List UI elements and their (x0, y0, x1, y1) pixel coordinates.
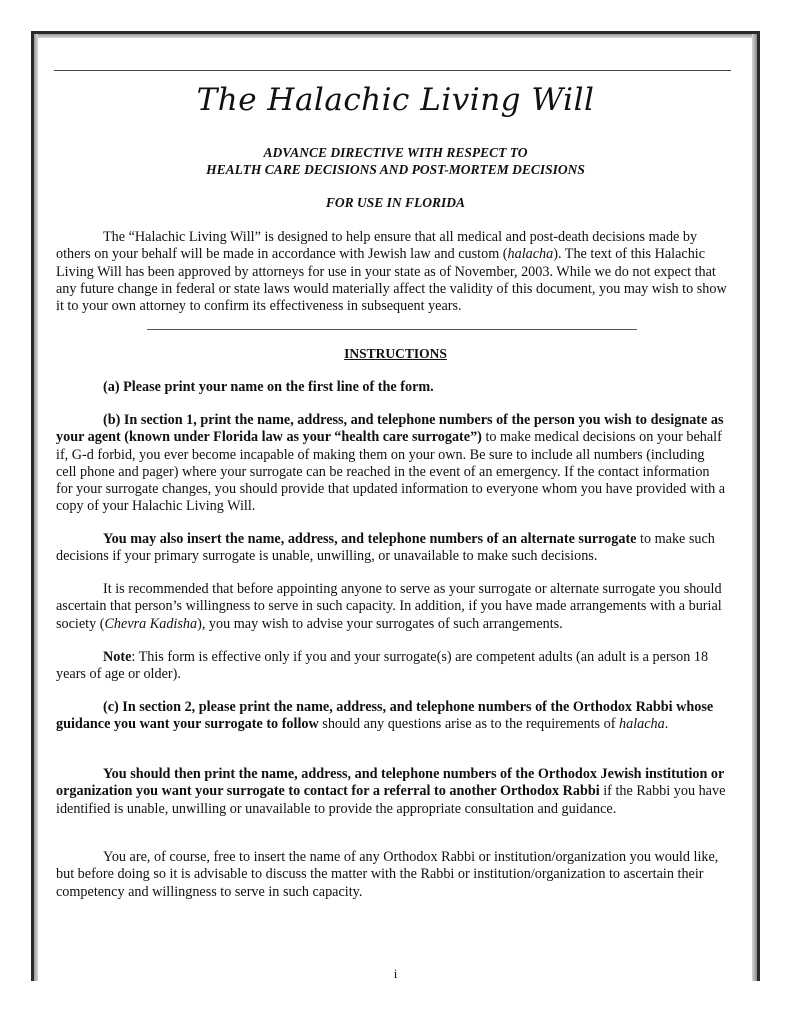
recommendation-term-chevra-kadisha: Chevra Kadisha (104, 615, 198, 632)
intro-paragraph (56, 229, 728, 315)
instruction-c-term-halacha: halacha (619, 716, 665, 733)
alternate-surrogate-paragraph (56, 531, 728, 566)
page-number: i (393, 966, 398, 981)
instruction-c (56, 699, 728, 734)
institution-bold: You should then print the name, address, and telephone numbers of the Orthodox Jewish institution or organization you want your surrogate to contact for a referral to another Orthodox Rabbi (56, 766, 725, 800)
instructions-heading-text: INSTRUCTIONS (344, 346, 447, 361)
instruction-c-end: . (664, 716, 669, 733)
note-text: : This form is effective only if you and your surrogate(s) are competent adults (an adult is a person 18 years of age or older). (56, 649, 709, 683)
institution-paragraph (56, 766, 728, 818)
subtitle-line-1: ADVANCE DIRECTIVE WITH RESPECT TO (263, 145, 528, 160)
state-label: FOR USE IN FLORIDA (325, 195, 466, 210)
instruction-a-text: (a) Please print your name on the first line of the form. (103, 379, 434, 395)
intro-text-2: ). The text of this Halachic Living Will has been approved by attorneys for use in your state as of November, 2003. While we do not expect that any future change in federal or state laws would materially affect the validity of this document, you may wish to show it to your own attorney to confirm its effectiveness in subsequent years. (56, 246, 727, 315)
recommendation-text-2: ), you may wish to advise your surrogates of such arrangements. (197, 615, 563, 632)
document-subtitle (0, 144, 791, 178)
page-border-top-shade (34, 34, 755, 38)
free-choice-paragraph (56, 849, 728, 901)
top-rule (54, 70, 731, 71)
note-paragraph (56, 649, 728, 684)
intro-text-1: The “Halachic Living Will” is designed to help ensure that all medical and post-death decisions made by others on your behalf will be made in accordance with Jewish law and custom ( (56, 229, 698, 263)
note-label: Note (103, 649, 132, 665)
free-choice-text: You are, of course, free to insert the name of any Orthodox Rabbi or institution/organization you would like, but before doing so it is advisable to discuss the matter with the Rabbi or institution/organization to ascertain their competency and willingness to serve in such capacity. (56, 849, 719, 900)
subtitle-line-2: HEALTH CARE DECISIONS AND POST-MORTEM DECISIONS (206, 162, 585, 177)
instruction-b-text: to make medical decisions on your behalf if, G-d forbid, you ever become incapable of making them on your own. Be sure to include all numbers (including cell phone and pager) where your surrogate can be reached in the event of an emergency. If the contact information for your surrogate changes, you should provide that updated information to everyone whom you have provided with a copy of your Halachic Living Will. (56, 429, 726, 515)
instruction-c-text: should any questions arise as to the requirements of (318, 716, 619, 733)
instructions-heading (0, 346, 791, 362)
document-title: The Halachic Living Will (196, 82, 595, 118)
recommendation-text-1: It is recommended that before appointing anyone to serve as your surrogate or alternate surrogate you should ascertain that person’s willingness to serve in such capacity. In addition, if you have made arrangements with a burial society ( (56, 581, 722, 632)
intro-term-halacha: halacha (507, 246, 554, 263)
alternate-surrogate-text: to make such decisions if your primary surrogate is unable, unwilling, or unavailable to make such decisions. (56, 531, 715, 565)
instruction-b (56, 412, 728, 516)
alternate-surrogate-bold: You may also insert the name, address, and telephone numbers of an alternate surrogate (103, 531, 637, 547)
instruction-a (56, 379, 728, 396)
instruction-b-bold: (b) In section 1, print the name, address, and telephone numbers of the person you wish to designate as your agent (known under Florida law as your “health care surrogate”) (56, 412, 724, 446)
institution-text: if the Rabbi you have identified is unable, unwilling or unavailable to provide the appropriate consultation and guidance. (56, 783, 726, 817)
instruction-c-bold: (c) In section 2, please print the name, address, and telephone numbers of the Orthodox Rabbi whose guidance you want your surrogate to follow (56, 699, 714, 733)
recommendation-paragraph (56, 581, 728, 633)
section-divider (147, 329, 637, 330)
